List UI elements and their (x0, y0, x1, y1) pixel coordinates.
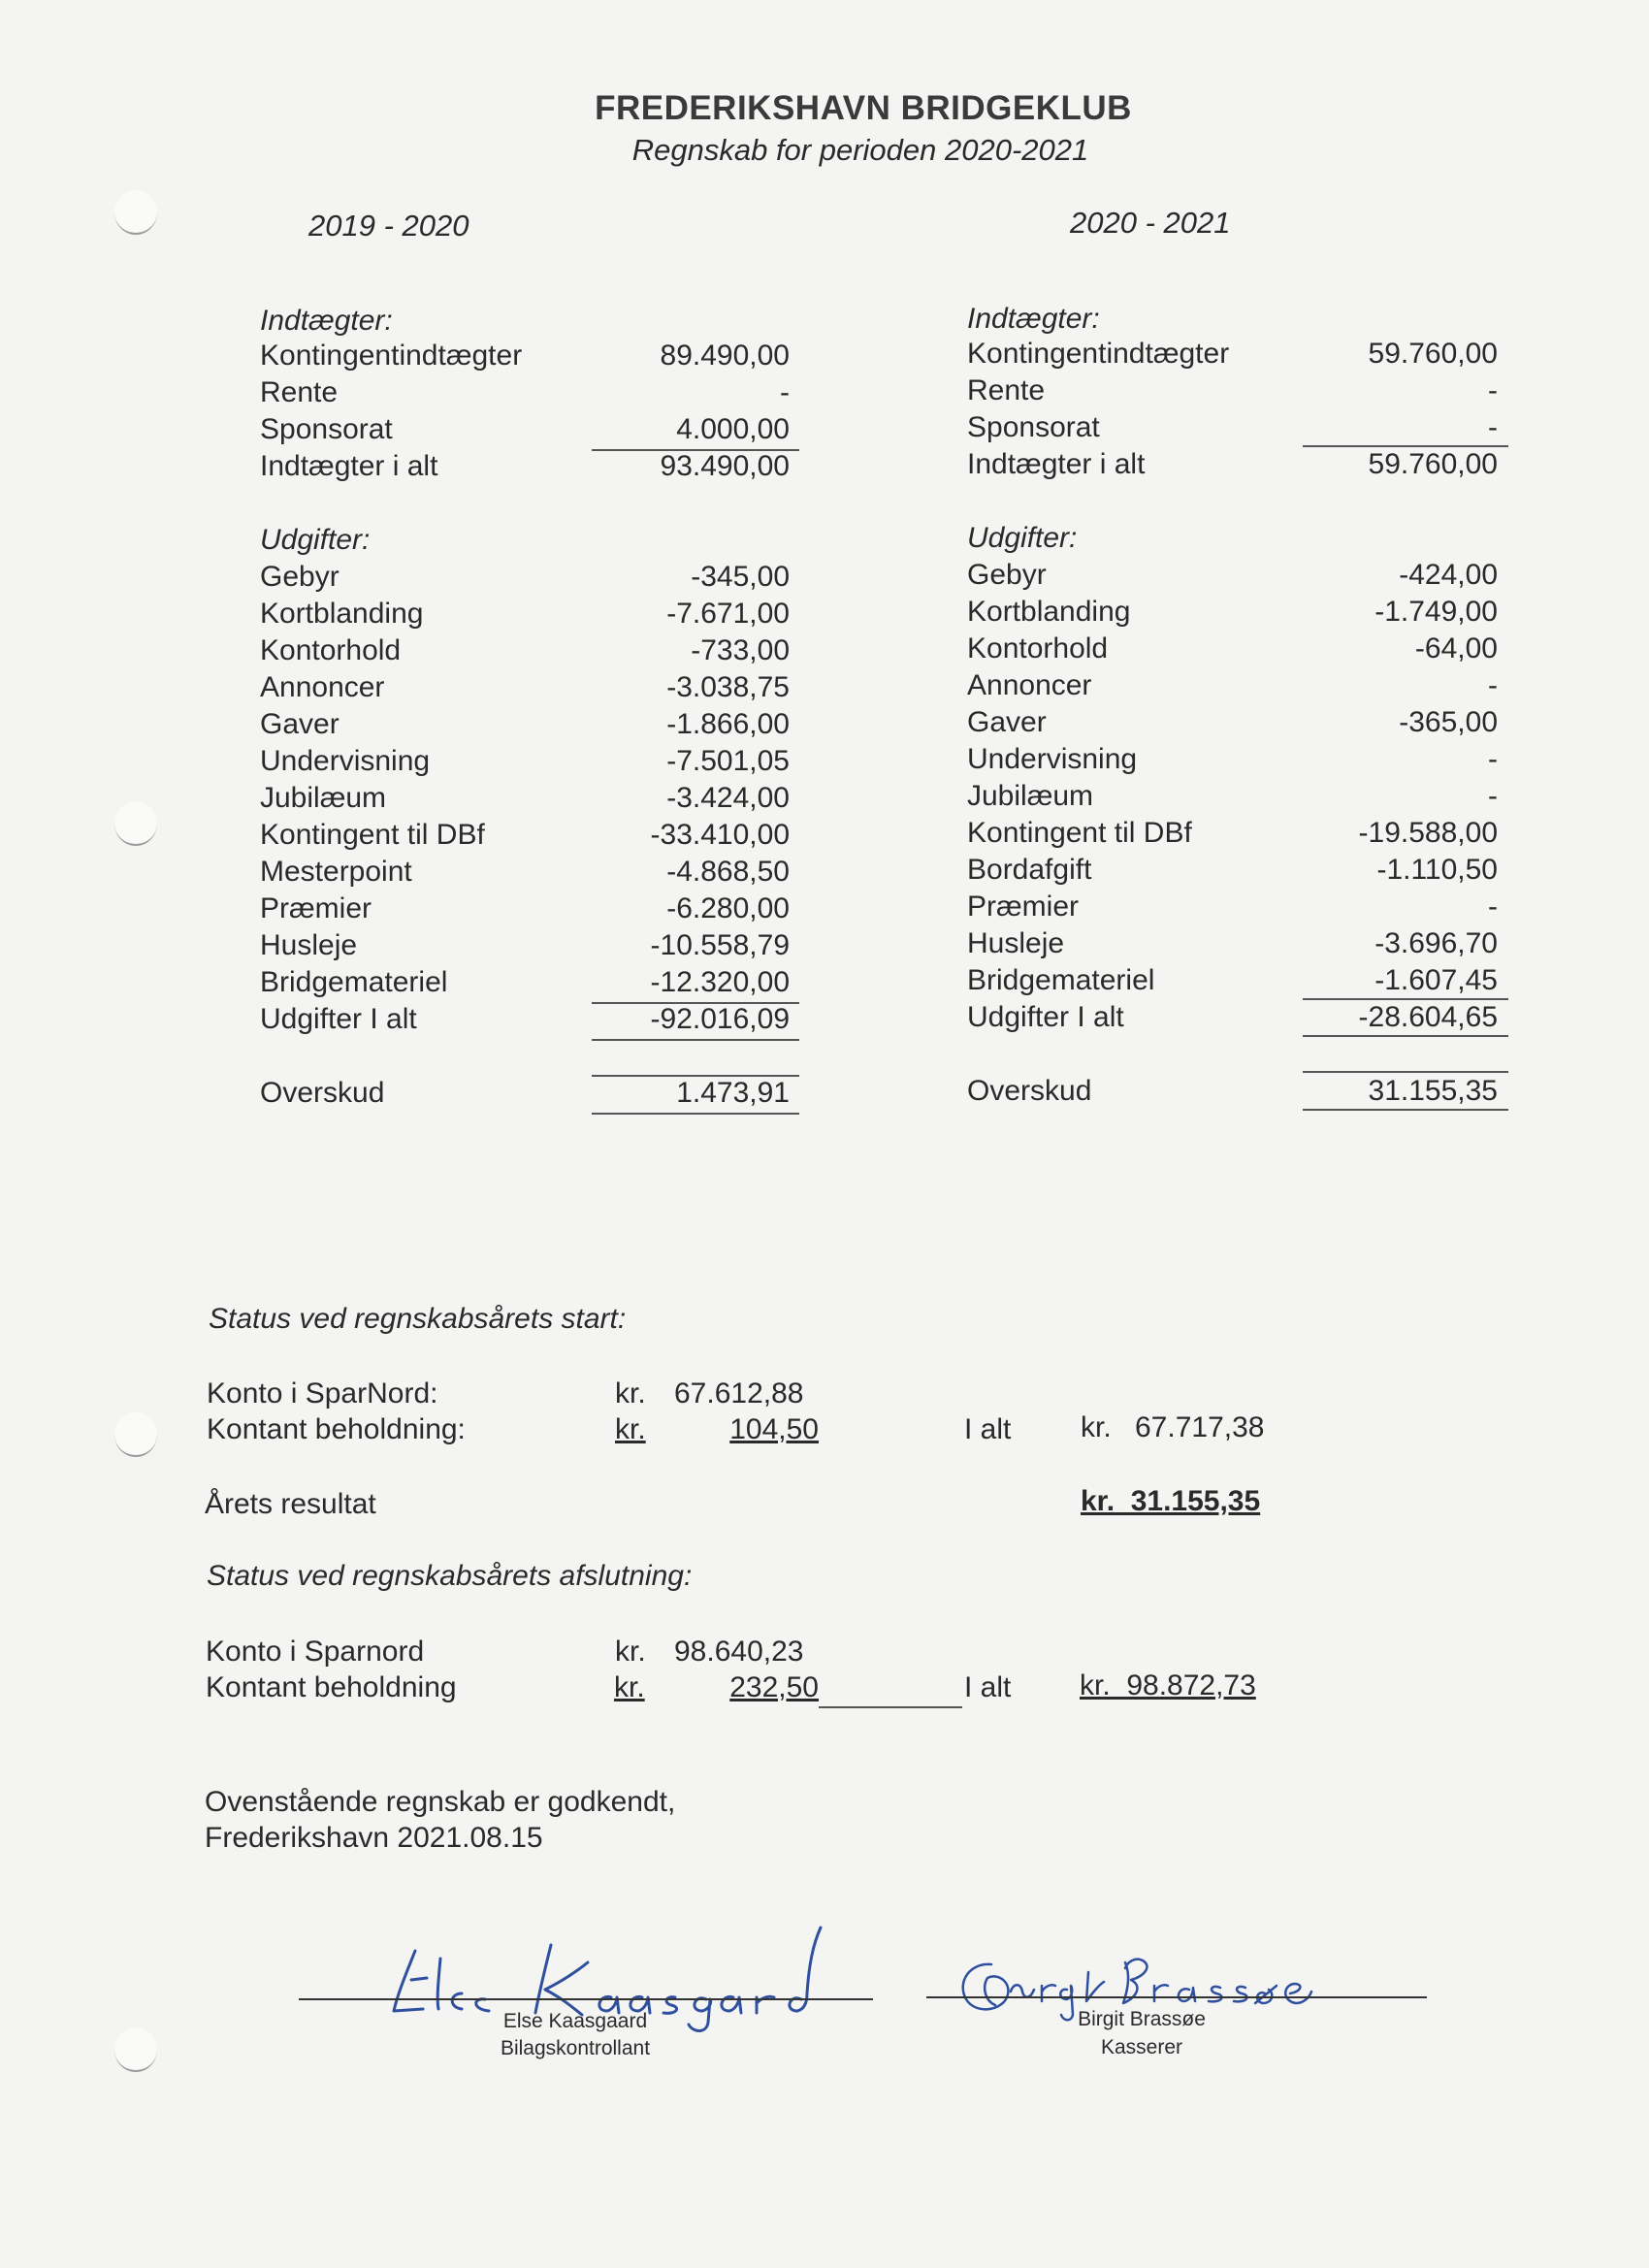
start-bank-currency: kr. (615, 1377, 646, 1409)
row-amount: -64,00 (1414, 632, 1498, 664)
row-label: Annoncer (260, 671, 385, 703)
signatory-role-left: Bilagskontrollant (500, 2037, 651, 2059)
row-amount: -345,00 (691, 561, 790, 593)
row-amount: - (1488, 743, 1498, 775)
row-amount: -1.866,00 (666, 708, 790, 740)
row-label: Undervisning (967, 743, 1138, 775)
row-amount: - (1488, 780, 1498, 812)
row-amount: -424,00 (1399, 559, 1498, 591)
row-amount: - (780, 376, 790, 408)
row-label: Overskud (260, 1077, 385, 1109)
subtotal-line (1303, 1035, 1508, 1037)
row-label: Undervisning (260, 745, 431, 777)
row-label: Kortblanding (967, 596, 1131, 628)
row-label: Jubilæum (260, 782, 387, 814)
approval-statement: Ovenstående regnskab er godkendt, (205, 1786, 676, 1818)
row-amount: -4.868,50 (666, 856, 790, 888)
start-cash-amount (644, 1413, 819, 1446)
signatory-role-right: Kasserer (1100, 2036, 1183, 2058)
row-amount: -10.558,79 (650, 929, 790, 961)
row-label: Gebyr (967, 559, 1047, 591)
row-label: Præmier (967, 891, 1080, 923)
signatory-name-left: Else Kaasgaard (502, 2010, 648, 2032)
row-amount: -1.607,45 (1374, 964, 1498, 996)
signature-line-right (926, 1996, 1427, 1998)
row-label: Jubilæum (967, 780, 1094, 812)
row-amount: 89.490,00 (660, 340, 790, 372)
start-bank-amount: 67.612,88 (674, 1377, 804, 1409)
row-amount: 1.473,91 (676, 1077, 790, 1109)
document-subtitle: Regnskab for perioden 2020-2021 (631, 133, 1089, 167)
row-amount: -1.749,00 (1374, 596, 1498, 628)
row-amount: -19.588,00 (1358, 817, 1498, 849)
row-label: Kontingent til DBf (967, 817, 1192, 849)
year-result-value: kr. 31.155,35 (1081, 1485, 1261, 1517)
row-amount: -12.320,00 (650, 966, 790, 998)
row-amount: 59.760,00 (1368, 448, 1498, 480)
punch-hole (114, 2027, 157, 2072)
row-label: Indtægter i alt (967, 448, 1146, 480)
row-amount: - (1488, 891, 1498, 923)
row-amount: 4.000,00 (676, 413, 790, 445)
end-cash-extension-line (819, 1706, 962, 1708)
row-amount: -3.696,70 (1374, 927, 1498, 959)
row-amount: -6.280,00 (666, 892, 790, 924)
row-label: Husleje (260, 929, 358, 961)
row-amount: - (1488, 411, 1498, 443)
row-label: Rente (260, 376, 339, 408)
row-label: Gaver (260, 708, 340, 740)
row-label: Gebyr (260, 561, 340, 593)
row-amount: -33.410,00 (650, 819, 790, 851)
row-label: Overskud (967, 1075, 1092, 1107)
row-label: Husleje (967, 927, 1065, 959)
end-cash-amount (644, 1671, 819, 1704)
row-amount: 93.490,00 (660, 450, 790, 482)
row-label: Udgifter I alt (967, 1001, 1124, 1033)
row-label: Bridgemateriel (260, 966, 448, 998)
end-bank-currency: kr. (615, 1636, 646, 1668)
row-amount: -92.016,09 (650, 1003, 790, 1035)
row-amount: -3.038,75 (666, 671, 790, 703)
row-amount: -733,00 (691, 634, 790, 666)
row-amount: -28.604,65 (1358, 1001, 1498, 1033)
row-amount: -1.110,50 (1376, 854, 1498, 886)
end-bank-amount: 98.640,23 (674, 1636, 804, 1668)
year-heading-right: 2020 - 2021 (1070, 206, 1231, 240)
punch-hole (114, 190, 157, 235)
start-total-currency: kr. (1081, 1411, 1112, 1443)
row-label: Præmier (260, 892, 372, 924)
row-amount: -7.501,05 (666, 745, 790, 777)
row-amount: -365,00 (1399, 706, 1498, 738)
row-label: Kontorhold (260, 634, 402, 666)
row-amount: 59.760,00 (1368, 338, 1498, 370)
end-cash-amount-text: 232,50 (729, 1671, 819, 1703)
row-label: Annoncer (967, 669, 1092, 701)
year-result-label: Årets resultat (205, 1488, 376, 1520)
end-total-value: kr. 98.872,73 (1080, 1669, 1256, 1701)
row-label: Sponsorat (967, 411, 1100, 443)
signatory-name-right: Birgit Brassøe (1078, 2008, 1206, 2030)
account-block-2020-2021: Indtægter: Kontingentindtægter 59.760,00 Rente - Sponsorat - Indtægter i alt 59.760,00 Udgifter: Gebyr -424,00 Kortblanding -1.749,00 Kontorhold -64,00 Annoncer - Gaver -365,00 Undervisning - Jubilæum - Kontingent til DBf -19.588,00 Bordafgift -1.110,50 Præmier - Husleje -3.696,70 Bridgemateriel -1.607,45 Udgifter I alt -28.604,65 Overskud 31.155,35 (967, 301, 1510, 1125)
document-title: FREDERIKSHAVN BRIDGEKLUB (595, 89, 1132, 127)
result-bottom-line (592, 1113, 799, 1115)
end-total-label: I alt (964, 1671, 1012, 1703)
row-label: Kontingent til DBf (260, 819, 485, 851)
row-amount: - (1488, 374, 1498, 406)
account-block-2019-2020: Indtægter: Kontingentindtægter 89.490,00 Rente - Sponsorat 4.000,00 Indtægter i alt 93.490,00 Udgifter: Gebyr -345,00 Kortblanding -7.671,00 Kontorhold -733,00 Annoncer -3.038,75 Gaver -1.866,00 Undervisning -7.501,05 Jubilæum -3.424,00 Kontingent til DBf -33.410,00 Mesterpoint -4.868,50 Præmier -6.280,00 Husleje -10.558,79 Bridgemateriel -12.320,00 Udgifter I alt -92.016,09 Overskud 1.473,91 (260, 303, 803, 1127)
row-label: Rente (967, 374, 1046, 406)
row-label: Mesterpoint (260, 856, 412, 888)
start-cash-currency: kr. (615, 1413, 646, 1445)
punch-hole (114, 801, 157, 846)
row-label: Kontingentindtægter (260, 340, 523, 372)
punch-hole (114, 1412, 157, 1457)
row-amount: -3.424,00 (666, 782, 790, 814)
start-cash-label: Kontant beholdning: (207, 1413, 466, 1445)
status-start-heading: Status ved regnskabsårets start: (209, 1303, 627, 1335)
end-cash-currency: kr. (614, 1671, 645, 1703)
row-label: Bordafgift (967, 854, 1092, 886)
signature-line-left (299, 1998, 873, 2000)
result-bottom-line (1303, 1109, 1508, 1111)
row-label: Sponsorat (260, 413, 393, 445)
row-label: Bridgemateriel (967, 964, 1155, 996)
row-label: Gaver (967, 706, 1047, 738)
start-cash-amount-text: 104,50 (729, 1413, 819, 1445)
end-bank-label: Konto i Sparnord (206, 1636, 425, 1668)
start-total-amount: 67.717,38 (1135, 1411, 1265, 1443)
status-end-heading: Status ved regnskabsårets afslutning: (207, 1560, 693, 1592)
row-amount: 31.155,35 (1368, 1075, 1498, 1107)
approval-date: Frederikshavn 2021.08.15 (205, 1822, 543, 1854)
year-heading-left: 2019 - 2020 (308, 209, 469, 243)
row-label: Kontingentindtægter (967, 338, 1230, 370)
row-amount: - (1488, 669, 1498, 701)
row-label: Udgifter I alt (260, 1003, 417, 1035)
row-label: Kontorhold (967, 632, 1109, 664)
row-amount: -7.671,00 (666, 598, 790, 630)
start-bank-label: Konto i SparNord: (207, 1377, 438, 1409)
end-cash-label: Kontant beholdning (206, 1671, 457, 1703)
row-label: Kortblanding (260, 598, 424, 630)
subtotal-line (592, 1039, 799, 1041)
start-total-label: I alt (964, 1413, 1012, 1445)
row-label: Indtægter i alt (260, 450, 438, 482)
